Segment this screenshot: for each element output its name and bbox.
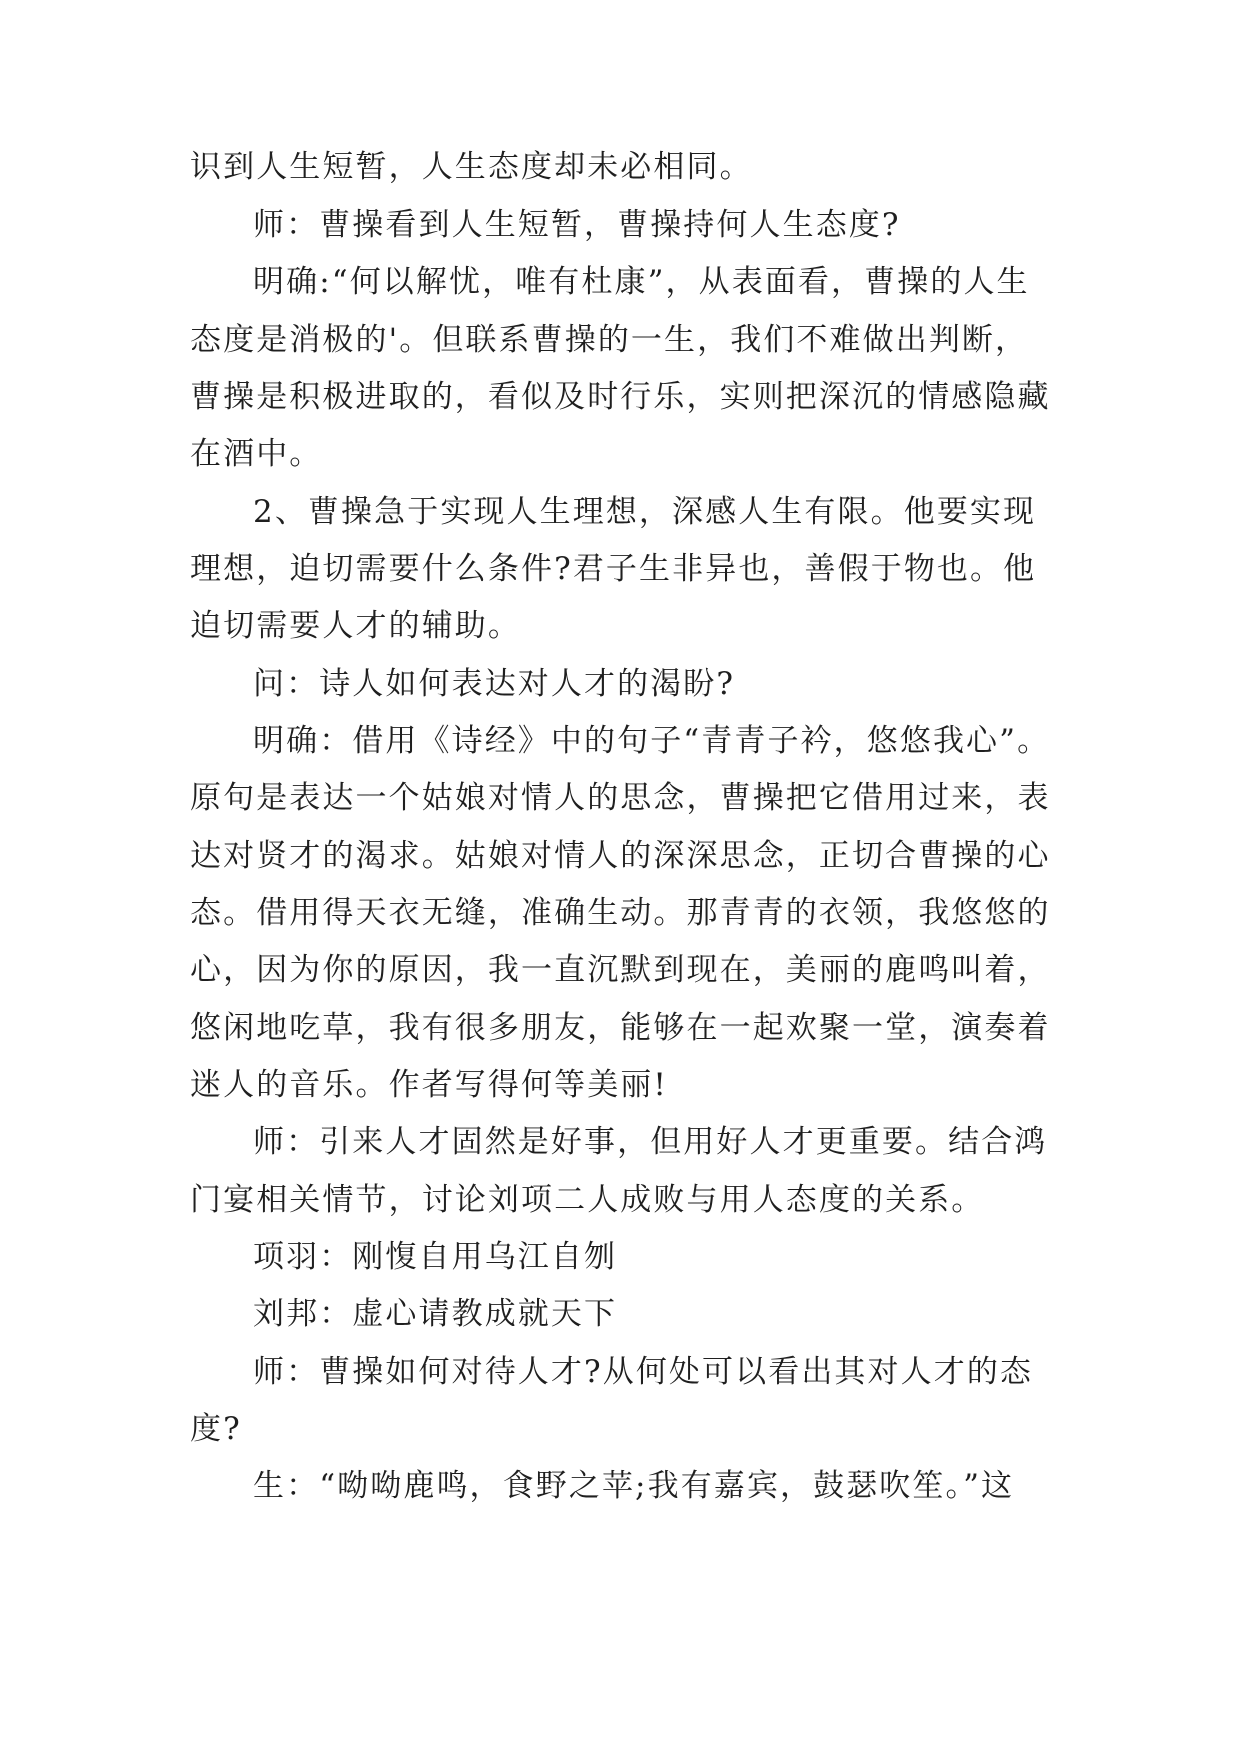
paragraph-line: 理想，迫切需要什么条件?君子生非异也，善假于物也。他 bbox=[190, 551, 1037, 587]
paragraph-line: 心，因为你的原因，我一直沉默到现在，美丽的鹿鸣叫着， bbox=[190, 952, 1051, 988]
paragraph-line: 明确：借用《诗经》中的句子“青青子衿，悠悠我心”。 bbox=[253, 723, 1051, 759]
paragraph-line: 师：引来人才固然是好事，但用好人才更重要。结合鸿 bbox=[253, 1124, 1048, 1160]
paragraph-line: 师：曹操看到人生短暂，曹操持何人生态度? bbox=[253, 207, 901, 243]
paragraph-line: 度? bbox=[190, 1411, 242, 1447]
paragraph-line: 明确:“何以解忧，唯有杜康”，从表面看，曹操的人生 bbox=[253, 264, 1030, 300]
paragraph-line: 生：“呦呦鹿鸣，食野之苹;我有嘉宾，鼓瑟吹笙。”这 bbox=[253, 1468, 1015, 1504]
paragraph-line: 项羽：刚愎自用乌江自刎 bbox=[253, 1239, 618, 1275]
paragraph-line: 在酒中。 bbox=[190, 436, 323, 472]
paragraph-line: 识到人生短暂，人生态度却未必相同。 bbox=[190, 149, 753, 185]
paragraph-line: 悠闲地吃草，我有很多朋友，能够在一起欢聚一堂，演奏着 bbox=[190, 1010, 1051, 1046]
paragraph-line: 达对贤才的渴求。姑娘对情人的深深思念，正切合曹操的心 bbox=[190, 838, 1051, 874]
paragraph-line: 门宴相关情节，讨论刘项二人成败与用人态度的关系。 bbox=[190, 1182, 985, 1218]
paragraph-line: 原句是表达一个姑娘对情人的思念，曹操把它借用过来，表 bbox=[190, 780, 1051, 816]
paragraph-line: 态。借用得天衣无缝，准确生动。那青青的衣领，我悠悠的 bbox=[190, 895, 1051, 931]
paragraph-line: 态度是消极的'。但联系曹操的一生，我们不难做出判断， bbox=[190, 322, 1029, 358]
paragraph-line: 迫切需要人才的辅助。 bbox=[190, 608, 521, 644]
paragraph-line: 迷人的音乐。作者写得何等美丽! bbox=[190, 1067, 668, 1103]
paragraph-line: 师：曹操如何对待人才?从何处可以看出其对人才的态 bbox=[253, 1354, 1034, 1390]
paragraph-line: 问：诗人如何表达对人才的渴盼? bbox=[253, 666, 736, 702]
paragraph-line: 刘邦：虚心请教成就天下 bbox=[253, 1296, 618, 1332]
paragraph-line: 2、曹操急于实现人生理想，深感人生有限。他要实现 bbox=[253, 494, 1037, 530]
paragraph-line: 曹操是积极进取的，看似及时行乐，实则把深沉的情感隐藏 bbox=[190, 379, 1051, 415]
